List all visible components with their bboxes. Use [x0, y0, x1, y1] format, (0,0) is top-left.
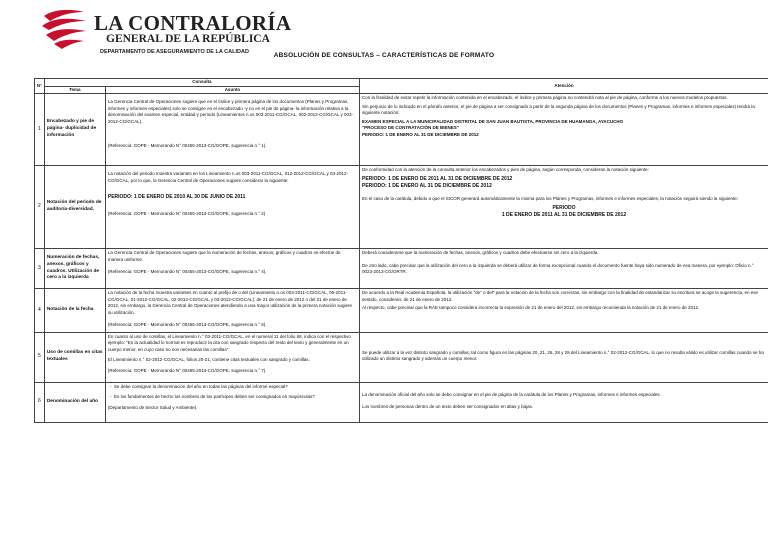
table-row — [35, 94, 768, 166]
asunto-period: PERIODO: 1 DE ENERO DE 2010 AL 30 DE JUNIO DE 2011 — [107, 194, 246, 201]
row-asunto — [105, 332, 359, 382]
row-atencion — [360, 289, 768, 333]
asunto-text: El Lineamiento n.° 02-2012-CG/GCAL, folios 20-21, contiene citas textuales con sangrado y comillas. — [107, 357, 310, 363]
header-asunto: Asunto — [105, 86, 359, 94]
atencion-text: Sin perjuicio de lo indicado en el párrafo anterior, el pie de página a ser consignado a partir de la segunda página de los documentos (Planes y Programas, informes e informes especiales) tendrá la siguiente notación: — [362, 103, 755, 116]
row-asunto — [105, 249, 359, 289]
atencion-notation: PERIODO: 1 DE ENERO AL 31 DE DICIEMBRE DE 2012 — [362, 131, 479, 137]
org-name: LA CONTRALORÍA — [94, 11, 292, 35]
row-atencion — [360, 166, 768, 249]
atencion-period-label: PERIODO — [552, 204, 576, 211]
org-subtitle: GENERAL DE LA REPÚBLICA — [106, 33, 270, 45]
row-tema: Uso de comillas en citas textuales — [44, 332, 105, 382]
asunto-question-text: En los fundamentos de hecho los nombres de los partícipes deben ser consignados en mayúsculas? — [113, 394, 315, 400]
row-asunto — [105, 289, 359, 333]
row-atencion — [360, 382, 768, 422]
header-atencion: Atención — [360, 79, 768, 94]
atencion-text: Los nombres de personas dentro de un texto deben ser consignados en altas y bajas. — [362, 404, 534, 410]
consultas-table — [34, 78, 768, 423]
atencion-text: Se puede utilizar a la vez distinto sangrado y comillas, tal como figura en las páginas 20, 21, 26, 28 y 29 del Lineamiento n.° 02-2012-CG/GCAL, lo que no resulta válido es utilizar comillas cuando se ha utilizado un distinto sangrado y además un cuerpo menor. — [362, 349, 764, 362]
atencion-period: PERIODO: 1 DE ENERO AL 31 DE DICIEMBRE DE 2012 — [362, 182, 492, 189]
asunto-question: - En los fundamentos de hecho los nombres de los partícipes deben ser consignados en mayúsculas? — [109, 394, 315, 400]
atencion-text: Deberá considerarse que la numeración de fechas, anexos, gráficos y cuadros debe efectuarse sin cero a la izquierda. — [362, 250, 599, 256]
header-num: N° — [35, 79, 45, 94]
asunto-reference: (Referencia: GOPE - Memorando N° 00455-2013-CG/GOPE, sugerencia n.° 7). — [107, 367, 267, 373]
row-number: 4 — [35, 289, 45, 333]
table-row — [35, 289, 768, 333]
header-consulta: Consulta — [44, 79, 359, 87]
row-asunto — [105, 166, 359, 249]
atencion-notation: "PROCESO DE CONTRATACIÓN DE BIENES" — [362, 125, 459, 131]
row-number: 1 — [35, 94, 45, 166]
table-row — [35, 332, 768, 382]
atencion-text: En el caso de la carátula, debido a que el SICOR generará automáticamente la misma para los Planes y Programas, informes e informes especiales, la notación seguirá siendo la siguiente: — [362, 196, 738, 202]
asunto-question: - Se debe consignar la denominación del año en todas las páginas del informe especial? — [109, 383, 288, 389]
row-number: 2 — [35, 166, 45, 249]
row-number: 6 — [35, 382, 45, 422]
contraloria-emblem-icon — [38, 8, 90, 50]
asunto-reference: (Departamento de Sector Salud y Ambiente). — [107, 404, 198, 410]
row-tema: Notación del periodo de auditoría-diversidad. — [44, 166, 105, 249]
row-asunto — [105, 382, 359, 422]
table-header-row — [35, 79, 768, 87]
atencion-period: 1 DE ENERO DE 2011 AL 31 DE DICIEMBRE DE 2012 — [501, 211, 627, 218]
row-tema: Encabezado y pie de página- duplicidad de información — [44, 94, 105, 166]
asunto-reference: (Referencia: GOPE - Memorando N° 00455-2013-CG/GOPE, sugerencia n.° 1). — [107, 143, 267, 149]
atencion-period: PERIODO: 1 DE ENERO DE 2011 AL 31 DE DICIEMBRE DE 2012 — [362, 175, 513, 182]
row-number: 5 — [35, 332, 45, 382]
row-tema: Numeración de fechas, anexos, gráficos y cuadros. Utilización de cero a la izquierda — [44, 249, 105, 289]
atencion-text: De acuerdo a la Real Academia Española, la utilización "de" o del" para la notación de la fecha son correctas, sin embargo con la finalidad de estandarizar su escritura se acoge la sugerencia, en ese sentido, consideran: de 21 de enero de 2012. — [362, 290, 759, 302]
atencion-text: De conformidad con la atención de la consulta anterior los encabezados y pies de página, según corresponda, consideran la notación siguiente: — [362, 167, 649, 173]
atencion-notation: EXAMEN ESPECIAL A LA MUNICIPALIDAD DISTRITAL DE SAN JUAN BAUTISTA, PROVINCIA DE HUAMANGA, AYACUCHO — [362, 118, 624, 124]
table-row — [35, 166, 768, 249]
row-atencion — [360, 94, 768, 166]
asunto-reference: (Referencia: GOPE - Memorando N° 00455-2013-CG/GOPE, sugerencia n.° 2). — [107, 211, 267, 217]
atencion-text: Con la finalidad de evitar repetir la información contenida en el encabezado, el índice y primera página no contendrá nota al pie de página, conforme a los nuevos modelos propuestos. — [362, 95, 728, 101]
asunto-text: La notación de la fecha muestra variantes en cuanto al prefijo de o del (Lineamiento n.os 003-2011-CG/GCAL, 05-2011-CG/GCAL, 01-2012-CG/GCAL, 02-2012-CG/GCAL y 03-2012-CG/GCAL): de 21 de enero de 2012 o del 21 de enero de 2012, sin embargo, la Gerencia Central de Operaciones atendiendo a una mayor utilización de la primera notación sugiere su utilización. — [107, 290, 353, 315]
row-asunto — [105, 94, 359, 166]
row-number: 3 — [35, 249, 45, 289]
asunto-text: La Gerencia Central de Operaciones sugiere que en el índice y primera página de los documentos (Planes y Programas, informes y informes especiales) solo se consigne en el encabezado -y no en el pie de página- la información relativa a la denominación del examen especial, entidad y periodo (Lineamientos n.os 003-2011-CG/GCAL, 002-2012-CG/GCAL y 003-2012-CG/GCAL). — [107, 99, 354, 124]
asunto-text: En cuanto al uso de comillas, el Lineamiento n.° 03-2011-CG/GCAL, en el numeral 11 del folio 68, indica con el respectivo ejemplo: "En la actualidad lo normal es reproducir la cita con sangrado respecto del resto del texto y generalmente en un cuerpo menor, en cuyo caso no son necesarias las comillas". — [107, 333, 351, 352]
asunto-text: La Gerencia Central de Operaciones sugiere que la numeración de fechas, anexos, gráficos y cuadros se efectúe de manera uniforme. — [107, 250, 341, 262]
atencion-text: De otro lado, cabe precisar que la utilización del cero a la izquierda se deberá utilizar de forma excepcional cuando el documento fuente haya sido numerado de esa manera, por ejemplo: Oficio n.° 0023-2013-CG/ORTR. — [362, 262, 754, 275]
department-name: DEPARTAMENTO DE ASEGURAMIENTO DE LA CALIDAD — [100, 49, 249, 55]
asunto-reference: (Referencia: GOPE - Memorando N° 00455-2013-CG/GOPE, sugerencia n.° 4). — [107, 269, 267, 275]
asunto-text: La notación del periodo muestra variantes en los Lineamiento n.os 003-2011-CG/GCAL, 012-2012-CG/GCAL y 03-2012-CG/GCAL, por lo que, la Gerencia Central de Operaciones sugiere considerar la siguiente: — [107, 171, 349, 183]
atencion-text: Al respecto, cabe precisar que la RAE tampoco considera incorrecta la expresión de 21 de enero del 2012, sin embargo recomienda la notación de 21 de enero de 2012. — [362, 305, 700, 311]
atencion-text: La denominación oficial del año solo se debe consignar en el pie de página de la carátula de los Planes y Programas, informes e informes especiales. — [362, 391, 661, 397]
row-atencion — [360, 332, 768, 382]
row-tema: Notación de la fecha — [44, 289, 105, 333]
table-row — [35, 382, 768, 422]
asunto-question-text: Se debe consignar la denominación del año en todas las páginas del informe especial? — [113, 383, 288, 389]
table-row — [35, 249, 768, 289]
row-atencion — [360, 249, 768, 289]
logo — [38, 8, 292, 58]
asunto-reference: (Referencia: GOPE - Memorando N° 00455-2013-CG/GOPE, sugerencia n.° 6). — [107, 322, 267, 328]
row-tema: Denominación del año — [44, 382, 105, 422]
header-tema: Tema — [44, 86, 105, 94]
document-title: ABSOLUCIÓN DE CONSULTAS – CARACTERÍSTICAS DE FORMATO — [273, 52, 495, 59]
